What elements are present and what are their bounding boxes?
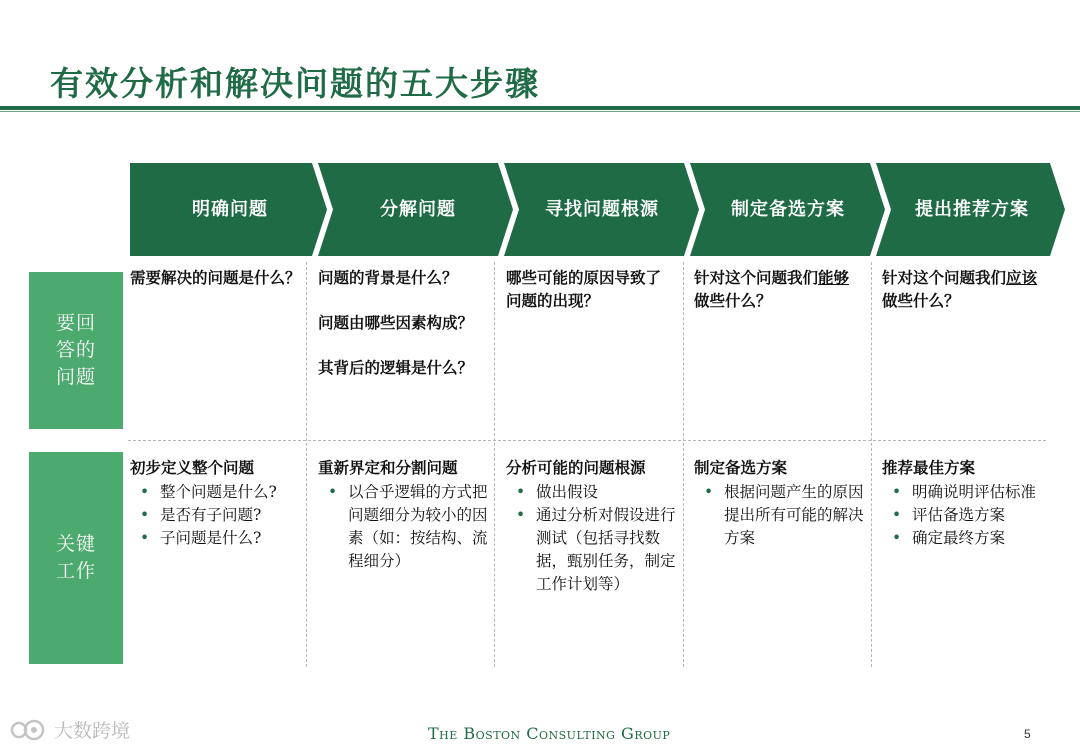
bullet-item: • 子问题是什么? — [130, 527, 306, 550]
question-text: 哪些可能的原因导致了问题的出现？ — [506, 268, 662, 310]
work-heading: 推荐最佳方案 — [882, 458, 976, 477]
column-divider — [871, 262, 872, 667]
column-divider — [683, 262, 684, 667]
question-cell-5 — [882, 266, 1052, 334]
bullet-item: • 是否有子问题? — [130, 504, 306, 527]
emphasis-text: 应该 — [1006, 268, 1038, 287]
work-bullets — [130, 481, 306, 550]
question-cell-2 — [318, 266, 490, 401]
question-cell-3 — [506, 266, 676, 334]
title-rule — [0, 106, 1080, 110]
page-number: 5 — [1024, 727, 1031, 741]
row-header-questions: 要回答的问题 — [29, 272, 123, 429]
work-heading: 分析可能的问题根源 — [506, 458, 646, 477]
question-cell-4 — [694, 266, 864, 334]
step-label-5: 提出推荐方案 — [915, 198, 1029, 220]
bcg-logo: The Boston Consulting Group — [428, 724, 671, 743]
row-divider — [128, 440, 1046, 441]
work-bullets — [694, 481, 864, 550]
bullet-item: • 根据问题产生的原因提出所有可能的解决方案 — [694, 481, 864, 550]
work-cell-3 — [506, 456, 676, 596]
row-header-work: 关键工作 — [29, 452, 123, 664]
work-bullets — [882, 481, 1052, 550]
title-rule-thin — [0, 111, 1080, 112]
bullet-item: • 通过分析对假设进行测试（包括寻找数据，甄别任务，制定工作计划等） — [506, 504, 676, 596]
step-label-1: 明确问题 — [192, 198, 268, 220]
work-heading: 重新界定和分割问题 — [318, 458, 458, 477]
question-text: 问题的背景是什么？ — [318, 268, 458, 287]
watermark-text: 大数跨境 — [54, 720, 131, 742]
question-text: 需要解决的问题是什么？ — [130, 268, 301, 287]
question-text: 针对这个问题我们应该做些什么？ — [882, 268, 1038, 310]
work-heading: 制定备选方案 — [694, 458, 788, 477]
step-label-2: 分解问题 — [380, 198, 456, 220]
question-text: 针对这个问题我们能够做些什么？ — [694, 268, 850, 310]
work-heading: 初步定义整个问题 — [130, 458, 255, 477]
work-cell-5 — [882, 456, 1052, 550]
slide-title: 有效分析和解决问题的五大步骤 — [50, 64, 540, 103]
bullet-item: • 评估备选方案 — [882, 504, 1052, 527]
work-cell-1 — [130, 456, 306, 550]
question-text: 问题由哪些因素构成？ — [318, 313, 474, 332]
bullet-item: • 确定最终方案 — [882, 527, 1052, 550]
work-cell-2 — [318, 456, 488, 573]
step-label-4: 制定备选方案 — [731, 198, 845, 220]
work-cell-4 — [694, 456, 864, 550]
question-text: 其背后的逻辑是什么？ — [318, 358, 474, 377]
emphasis-text: 能够 — [818, 268, 850, 287]
step-label-3: 寻找问题根源 — [545, 198, 659, 220]
bullet-item: • 整个问题是什么? — [130, 481, 306, 504]
question-cell-1 — [130, 266, 302, 311]
bullet-item: • 明确说明评估标准 — [882, 481, 1052, 504]
bullet-item: • 以合乎逻辑的方式把问题细分为较小的因素（如：按结构、流程细分） — [318, 481, 488, 573]
watermark-logo-icon — [10, 717, 48, 743]
column-divider — [306, 262, 307, 667]
watermark — [10, 716, 130, 743]
column-divider — [494, 262, 495, 667]
bullet-item: • 做出假设 — [506, 481, 676, 504]
work-bullets — [506, 481, 676, 596]
work-bullets — [318, 481, 488, 573]
